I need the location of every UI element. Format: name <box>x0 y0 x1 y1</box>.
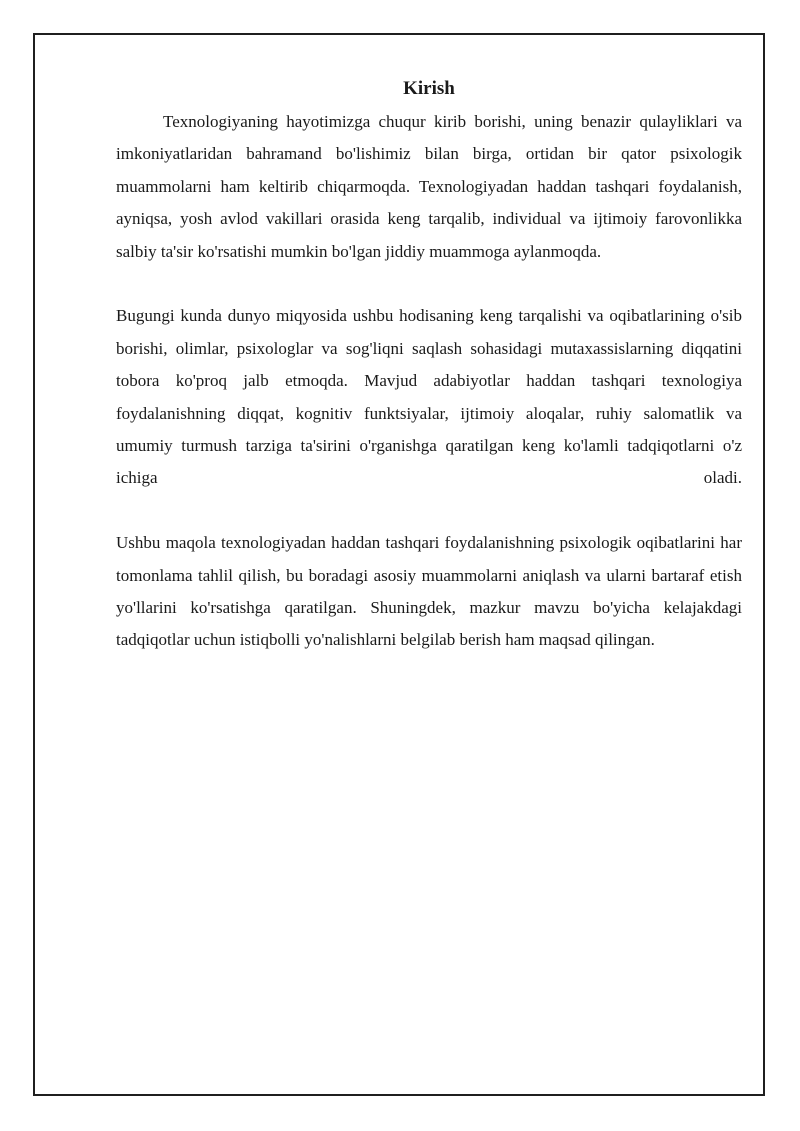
paragraph-gap <box>116 495 742 527</box>
paragraph-3: Ushbu maqola texnologiyadan haddan tashqari foydalanishning psixologik oqibatlarini har tomonlama tahlil qilish, bu boradagi asosiy muammolarni aniqlash va ularni bartaraf etish yo'llarini ko'rsatishga qaratilgan. Shuningdek, mazkur mavzu bo'yicha kelajakdagi tadqiqotlar uchun istiqbolli yo'nalishlarni belgilab berish ham maqsad qilingan. <box>116 533 742 650</box>
paragraph-2: Bugungi kunda dunyo miqyosida ushbu hodisaning keng tarqalishi va oqibatlarining o'sib borishi, olimlar, psixologlar va sog'liqni saqlash sohasidagi mutaxassislarning diqqatini tobora ko'proq jalb etmoqda. Mavjud adabiyotlar haddan tashqari texnologiya foydalanishning diqqat, kognitiv funktsiyalar, ijtimoiy aloqalar, ruhiy salomatlik va umumiy turmush tarziga ta'sirini o'rganishga qaratilgan keng ko'lamli tadqiqotlarni o'z ichiga oladi. <box>116 306 742 488</box>
paragraph-1: Texnologiyaning hayotimizga chuqur kirib borishi, uning benazir qulayliklari va imkoniyatlaridan bahramand bo'lishimiz bilan birga, ortidan bir qator psixologik muammolarni ham keltirib chiqarmoqda. Texnologiyadan haddan tashqari foydalanish, ayniqsa, yosh avlod vakillari orasida keng tarqalib, individual va ijtimoiy farovonlikka salbiy ta'sir ko'rsatishi mumkin bo'lgan jiddiy muammoga aylanmoqda. <box>116 112 742 261</box>
paragraph-gap <box>116 268 742 300</box>
document-body <box>116 76 742 657</box>
document-title: Kirish <box>403 78 455 99</box>
